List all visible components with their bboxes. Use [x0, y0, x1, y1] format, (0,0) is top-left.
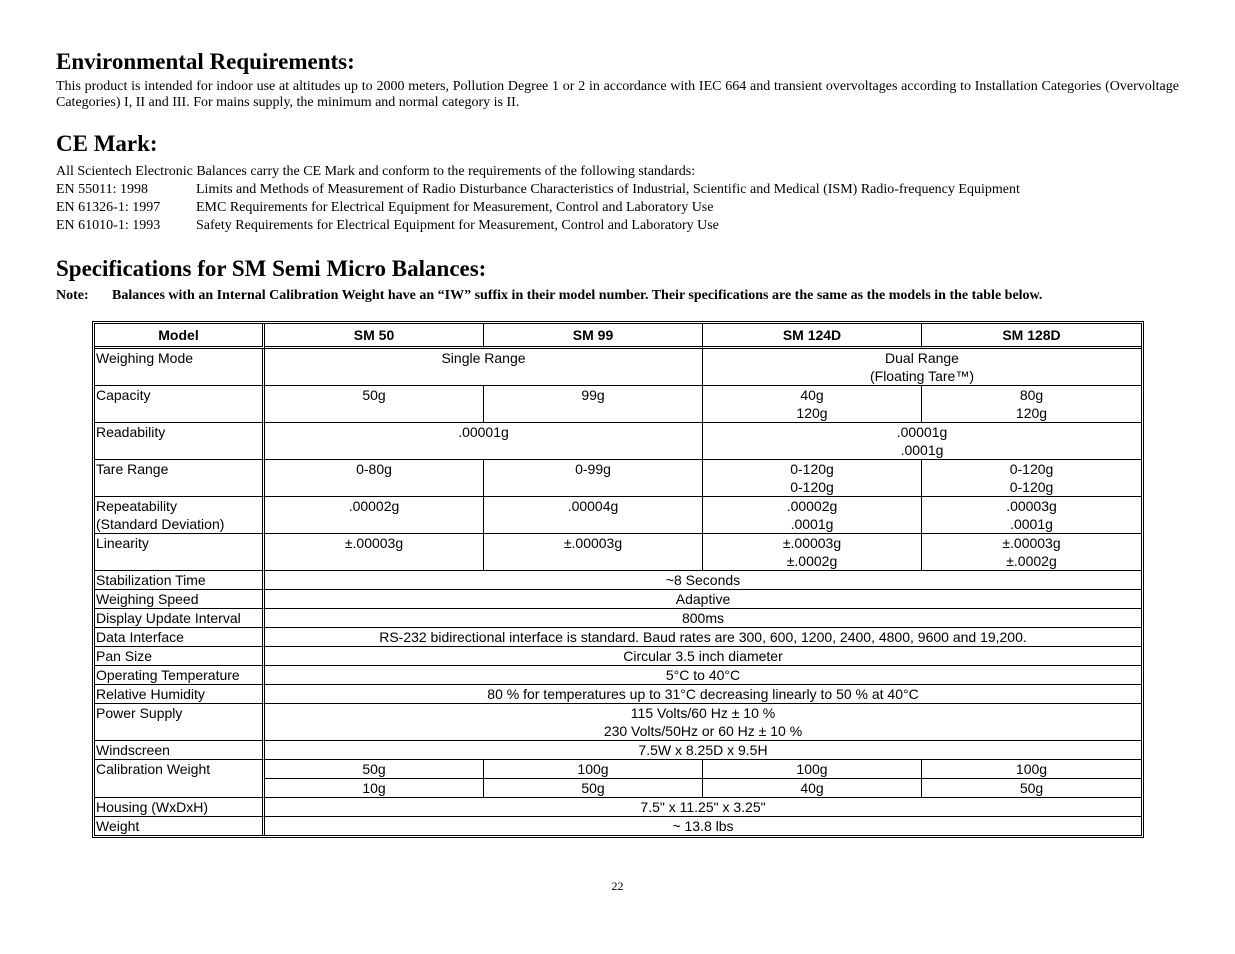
table-cell: ~ 13.8 lbs [672, 818, 734, 834]
table-cell [922, 497, 1141, 534]
header-sm50: SM 50 [265, 324, 484, 349]
table-row [95, 760, 1141, 779]
cell-line: .00001g [896, 424, 948, 440]
table-cell [703, 534, 922, 571]
table-cell: .00001g [265, 423, 703, 460]
row-label: Pan Size [95, 647, 265, 666]
cell-line: 0-120g [1009, 479, 1054, 495]
cell-line: .0001g [790, 516, 834, 532]
cell-line: (Floating Tare™) [869, 368, 974, 384]
standard-code: EN 61326-1: 1997 [56, 200, 161, 215]
row-label: Display Update Interval [95, 609, 265, 628]
table-cell: Circular 3.5 inch diameter [265, 647, 1141, 666]
standard-row [56, 181, 1179, 199]
row-label: Windscreen [95, 741, 265, 760]
table-cell: 40g [703, 779, 922, 798]
table-cell [703, 460, 922, 497]
table-row [95, 704, 1141, 741]
cell-line: 230 Volts/50Hz or 60 Hz ± 10 % [603, 723, 803, 739]
cell-line: Dual Range [885, 350, 959, 366]
row-label: Weight [95, 817, 265, 835]
specs-note [56, 288, 1179, 304]
header-sm124d: SM 124D [703, 324, 922, 349]
table-row [95, 386, 1141, 423]
row-label: Linearity [95, 534, 265, 571]
table-row [95, 349, 1141, 386]
cell-line: 80g [1019, 387, 1044, 403]
standard-code: EN 55011: 1998 [56, 182, 149, 197]
table-header-row [95, 324, 1141, 349]
cell-line: .0001g [900, 442, 944, 458]
cell-line: ±.00003g [1002, 535, 1061, 551]
table-cell: Adaptive [265, 590, 1141, 609]
table-row [95, 460, 1141, 497]
cell-line: Repeatability [96, 498, 177, 514]
table-cell: 50g [265, 386, 484, 423]
table-cell [922, 386, 1141, 423]
table-cell: .00002g [265, 497, 484, 534]
table-cell [703, 423, 1141, 460]
row-label: Tare Range [95, 460, 265, 497]
row-label: Housing (WxDxH) [95, 798, 265, 817]
header-model: Model [95, 324, 265, 349]
ce-heading: CE Mark: [56, 131, 158, 156]
header-sm128d: SM 128D [922, 324, 1141, 349]
row-label: Capacity [95, 386, 265, 423]
table-cell: 7.5" x 11.25" x 3.25" [265, 798, 1141, 817]
cell-line: ±.0002g [786, 553, 838, 569]
table-cell: ±.00003g [265, 534, 484, 571]
row-label: Power Supply [95, 704, 265, 741]
table-row [95, 609, 1141, 628]
row-label: Readability [95, 423, 265, 460]
cell-line: 120g [796, 405, 828, 421]
cell-line: 0-120g [1009, 461, 1054, 477]
table-row [95, 423, 1141, 460]
row-label: Stabilization Time [95, 571, 265, 590]
ce-intro: All Scientech Electronic Balances carry the CE Mark and conform to the requirements of the following standards: [56, 164, 696, 179]
table-cell [922, 534, 1141, 571]
table-cell [703, 386, 922, 423]
standard-desc: Limits and Methods of Measurement of Radio Disturbance Characteristics of Industrial, Scientific and Medical (ISM) Radio-frequency Equipment [196, 182, 1020, 197]
table-cell [703, 497, 922, 534]
table-row [95, 685, 1141, 704]
table-cell: 10g [265, 779, 484, 798]
table-cell: 7.5W x 8.25D x 9.5H [265, 741, 1141, 760]
table-cell: 50g [265, 760, 484, 779]
table-cell [922, 460, 1141, 497]
row-label: Relative Humidity [95, 685, 265, 704]
env-text: This product is intended for indoor use at altitudes up to 2000 meters, Pollution Degree 1 or 2 in accordance with IEC 664 and transient overvoltages according to Installation Categories (Overvoltage Categories) I, II and III. For mains supply, the minimum and normal category is II. [56, 79, 1179, 110]
cell-line: 0-120g [790, 479, 834, 495]
standards-list [56, 181, 1179, 235]
cell-line: .0001g [1010, 516, 1053, 532]
standard-desc: Safety Requirements for Electrical Equipment for Measurement, Control and Laboratory Use [196, 218, 719, 233]
spec-table [94, 323, 1142, 836]
row-label: Calibration Weight [95, 760, 265, 798]
table-cell: 100g [922, 760, 1141, 779]
row-label: Operating Temperature [95, 666, 265, 685]
cell-line: 0-120g [790, 461, 834, 477]
row-label: Weighing Speed [95, 590, 265, 609]
env-heading: Environmental Requirements: [56, 49, 355, 74]
table-cell [265, 704, 1141, 741]
table-cell: 100g [484, 760, 703, 779]
note-text: Balances with an Internal Calibration Weight have an “IW” suffix in their model number. Their specifications are the same as the models in the table below. [112, 288, 1043, 303]
cell-line: (Standard Deviation) [96, 516, 225, 532]
table-cell: 50g [922, 779, 1141, 798]
table-row [95, 798, 1141, 817]
cell-line: .00003g [1006, 498, 1057, 514]
table-row [95, 817, 1141, 835]
table-cell: 800ms [265, 609, 1141, 628]
standard-desc: EMC Requirements for Electrical Equipment for Measurement, Control and Laboratory Use [196, 200, 714, 215]
row-label: Weighing Mode [95, 349, 265, 386]
cell-line: 40g [800, 387, 824, 403]
cell-line: .00002g [786, 498, 838, 514]
table-cell: ±.00003g [484, 534, 703, 571]
table-row [95, 534, 1141, 571]
standard-code: EN 61010-1: 1993 [56, 218, 161, 233]
table-row [95, 666, 1141, 685]
cell-line: ±.0002g [1006, 553, 1057, 569]
standard-row [56, 199, 1179, 217]
table-cell: 80 % for temperatures up to 31°C decreasing linearly to 50 % at 40°C [265, 685, 1141, 704]
table-cell: 50g [484, 779, 703, 798]
row-label [95, 497, 265, 534]
table-row [95, 497, 1141, 534]
table-cell: Single Range [265, 349, 703, 386]
table-row [95, 741, 1141, 760]
table-row [95, 590, 1141, 609]
table-row [95, 628, 1141, 647]
specs-heading: Specifications for SM Semi Micro Balances: [56, 256, 487, 281]
table-cell: .00004g [484, 497, 703, 534]
header-sm99: SM 99 [484, 324, 703, 349]
table-cell: 0-80g [265, 460, 484, 497]
table-cell: 0-99g [484, 460, 703, 497]
table-cell: 5°C to 40°C [265, 666, 1141, 685]
cell-line: ±.00003g [782, 535, 842, 551]
table-cell: 99g [484, 386, 703, 423]
page-number: 22 [611, 879, 624, 893]
table-cell: 100g [703, 760, 922, 779]
standard-row [56, 217, 1179, 235]
table-row [95, 647, 1141, 666]
row-label: Data Interface [95, 628, 265, 647]
table-row [95, 571, 1141, 590]
table-cell: RS-232 bidirectional interface is standard. Baud rates are 300, 600, 1200, 2400, 4800, 9600 and 19,200. [265, 628, 1141, 647]
cell-line: 115 Volts/60 Hz ± 10 % [630, 705, 776, 721]
note-label: Note: [56, 288, 89, 303]
cell-line: 120g [1015, 405, 1048, 421]
table-cell: ~8 Seconds [265, 571, 1141, 590]
table-cell [703, 349, 1141, 386]
